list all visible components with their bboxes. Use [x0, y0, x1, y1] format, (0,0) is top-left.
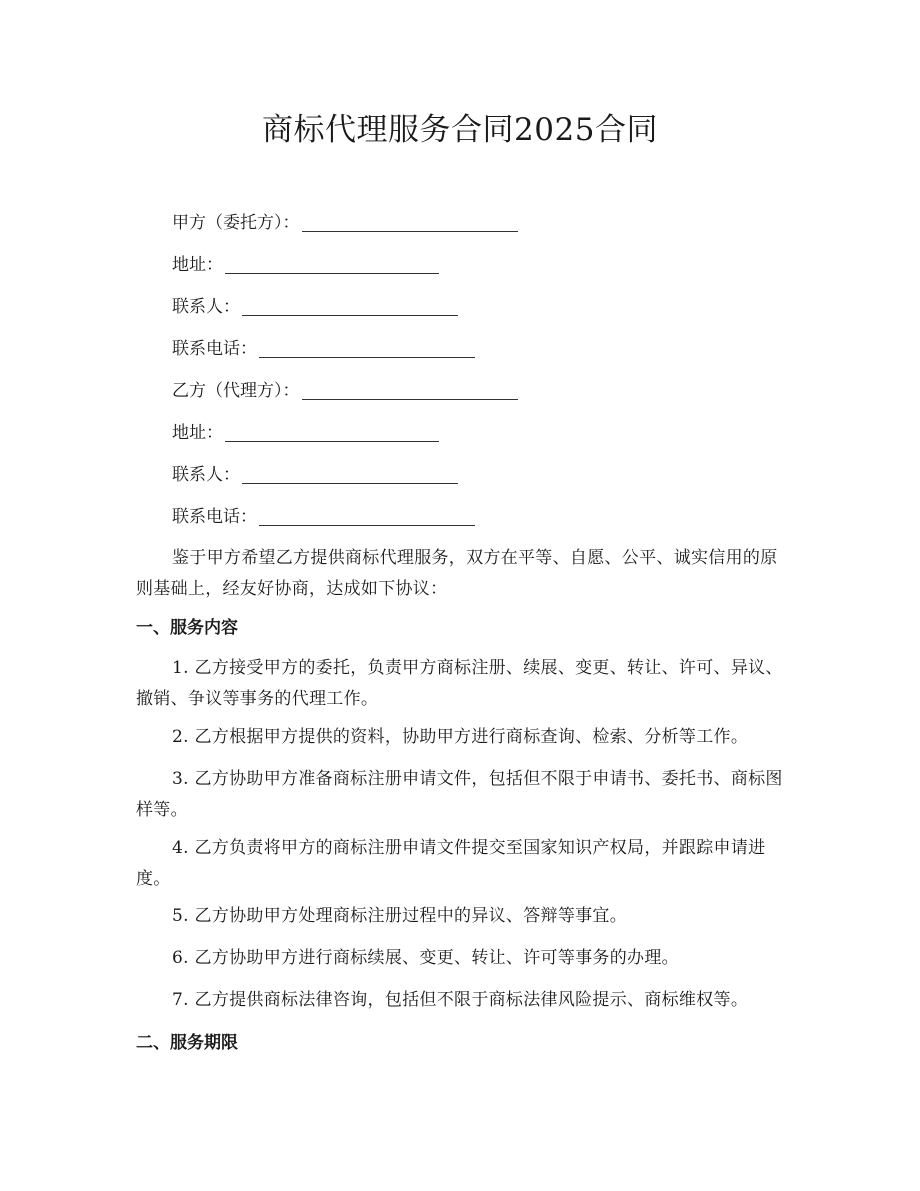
party-b-name-line	[172, 378, 518, 404]
party-a-name-label: 甲方（委托方）：	[172, 213, 300, 233]
party-a-phone-line	[172, 336, 475, 362]
party-b-name-blank	[302, 381, 518, 400]
party-b-address-blank	[225, 423, 439, 442]
section-1-item-4: 4. 乙方负责将甲方的商标注册申请文件提交至国家知识产权局，并跟踪申请进度。	[136, 838, 766, 889]
party-b-address-label: 地址：	[172, 423, 223, 443]
document-title: 商标代理服务合同2025合同	[262, 112, 658, 148]
section-1-item-2: 2. 乙方根据甲方提供的资料，协助甲方进行商标查询、检索、分析等工作。	[172, 727, 749, 747]
preamble-paragraph: 鉴于甲方希望乙方提供商标代理服务，双方在平等、自愿、公平、诚实信用的原则基础上，经友好协商，达成如下协议：	[136, 548, 778, 599]
party-a-address-line	[172, 252, 439, 278]
party-a-phone-blank	[259, 339, 475, 358]
party-b-name-label: 乙方（代理方）：	[172, 381, 300, 401]
section-1-item-6: 6. 乙方协助甲方进行商标续展、变更、转让、许可等事务的办理。	[172, 948, 679, 968]
party-a-name-blank	[302, 213, 518, 232]
party-a-name-line	[172, 210, 518, 236]
party-a-address-label: 地址：	[172, 255, 223, 275]
section-1-item-3: 3. 乙方协助甲方准备商标注册申请文件，包括但不限于申请书、委托书、商标图样等。	[136, 769, 783, 820]
section-1-item-7: 7. 乙方提供商标法律咨询，包括但不限于商标法律风险提示、商标维权等。	[172, 990, 749, 1010]
party-b-contact-label: 联系人：	[172, 465, 240, 485]
section-1-heading: 一、服务内容	[136, 618, 238, 638]
party-b-phone-blank	[259, 507, 475, 526]
section-1-item-5: 5. 乙方协助甲方处理商标注册过程中的异议、答辩等事宜。	[172, 906, 628, 926]
party-a-contact-label: 联系人：	[172, 297, 240, 317]
section-1-item-1: 1. 乙方接受甲方的委托，负责甲方商标注册、续展、变更、转让、许可、异议、撤销、争议等事务的代理工作。	[136, 658, 783, 709]
party-b-phone-line	[172, 504, 475, 530]
party-a-address-blank	[225, 255, 439, 274]
section-2-heading: 二、服务期限	[136, 1033, 238, 1053]
party-b-contact-line	[172, 462, 458, 488]
party-b-contact-blank	[242, 465, 458, 484]
party-b-phone-label: 联系电话：	[172, 507, 257, 527]
party-b-address-line	[172, 420, 439, 446]
party-a-contact-line	[172, 294, 458, 320]
party-a-phone-label: 联系电话：	[172, 339, 257, 359]
party-a-contact-blank	[242, 297, 458, 316]
